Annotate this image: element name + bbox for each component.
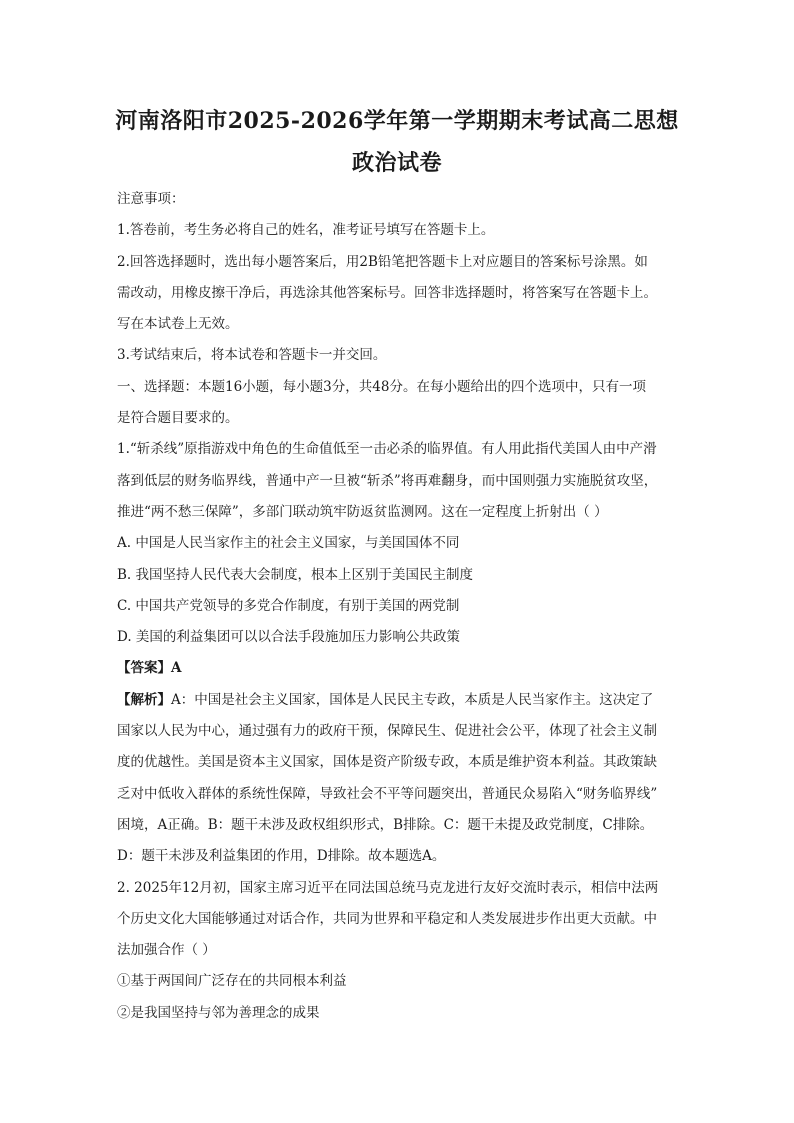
q1-option-b: B. 我国坚持人民代表大会制度，根本上区别于美国民主制度	[117, 566, 474, 583]
q2-stem-line3: 法加强合作（ ）	[117, 942, 216, 959]
q1-stem-line3: 推进“两不愁三保障”，多部门联动筑牢防返贫监测网。这在一定程度上折射出（ ）	[117, 503, 608, 520]
q1-analysis-line6: D：题干未涉及利益集团的作用，D排除。故本题选A。	[117, 848, 446, 865]
note-item-2-line2: 需改动，用橡皮擦干净后，再选涂其他答案标号。回答非选择题时，将答案写在答题卡上。	[117, 284, 657, 301]
q2-stem-line1: 2. 2025年12月初，国家主席习近平在同法国总统马克龙进行友好交流时表示，相信中法两	[117, 879, 659, 896]
q1-answer: 【答案】A	[117, 660, 182, 677]
note-item-3: 3.考试结束后，将本试卷和答题卡一并交回。	[117, 347, 387, 364]
q1-analysis-line2: 国家以人民为中心，通过强有力的政府干预，保障民生、促进社会公平，体现了社会主义制	[117, 723, 657, 740]
section1-heading-line2: 是符合题目要求的。	[117, 410, 239, 427]
q1-analysis-line5: 困境，A正确。B：题干未涉及政权组织形式，B排除。C：题干未提及政党制度，C排除。	[117, 816, 654, 833]
exam-title-line2: 政治试卷	[351, 150, 442, 176]
q2-item-1: ①基于两国间广泛存在的共同根本利益	[117, 973, 347, 990]
q1-option-c: C. 中国共产党领导的多党合作制度，有别于美国的两党制	[117, 597, 460, 614]
section1-heading-line1: 一、选择题：本题16小题，每小题3分，共48分。在每小题给出的四个选项中，只有一项	[117, 378, 646, 395]
q1-analysis-line1	[117, 685, 687, 716]
q1-stem-line2: 落到低层的财务临界线，普通中产一旦被“斩杀”将再难翻身，而中国则强力实施脱贫攻坚，	[117, 472, 658, 489]
q1-stem-line1: 1.“斩杀线”原指游戏中角色的生命值低至一击必杀的临界值。有人用此指代美国人由中产滑	[117, 441, 657, 458]
q1-analysis-line4: 乏对中低收入群体的系统性保障，导致社会不平等问题突出，普通民众易陷入“财务临界线”	[117, 785, 658, 802]
q1-analysis-text: A：中国是社会主义国家，国体是人民民主专政，本质是人民当家作主。这决定了	[171, 691, 654, 708]
q1-option-d: D. 美国的利益集团可以以合法手段施加压力影响公共政策	[117, 629, 460, 646]
note-item-1: 1.答卷前，考生务必将自己的姓名，准考证号填写在答题卡上。	[117, 222, 495, 239]
q1-analysis-label: 【解析】	[117, 691, 171, 708]
note-item-2-line3: 写在本试卷上无效。	[117, 316, 239, 333]
q1-option-a: A. 中国是人民当家作主的社会主义国家，与美国国体不同	[117, 535, 460, 552]
q1-analysis-line3: 度的优越性。美国是资本主义国家，国体是资产阶级专政，本质是维护资本利益。其政策缺	[117, 754, 657, 771]
q2-item-2: ②是我国坚持与邻为善理念的成果	[117, 1004, 320, 1021]
notes-heading: 注意事项：	[117, 191, 185, 207]
exam-title-line1: 河南洛阳市2025-2026学年第一学期期末考试高二思想	[115, 108, 679, 134]
q2-stem-line2: 个历史文化大国能够通过对话合作，共同为世界和平稳定和人类发展进步作出更大贡献。中	[117, 910, 657, 927]
exam-body	[117, 184, 687, 1029]
note-item-2-line1: 2.回答选择题时，选出每小题答案后，用2B铅笔把答题卡上对应题目的答案标号涂黑。如	[117, 253, 648, 270]
